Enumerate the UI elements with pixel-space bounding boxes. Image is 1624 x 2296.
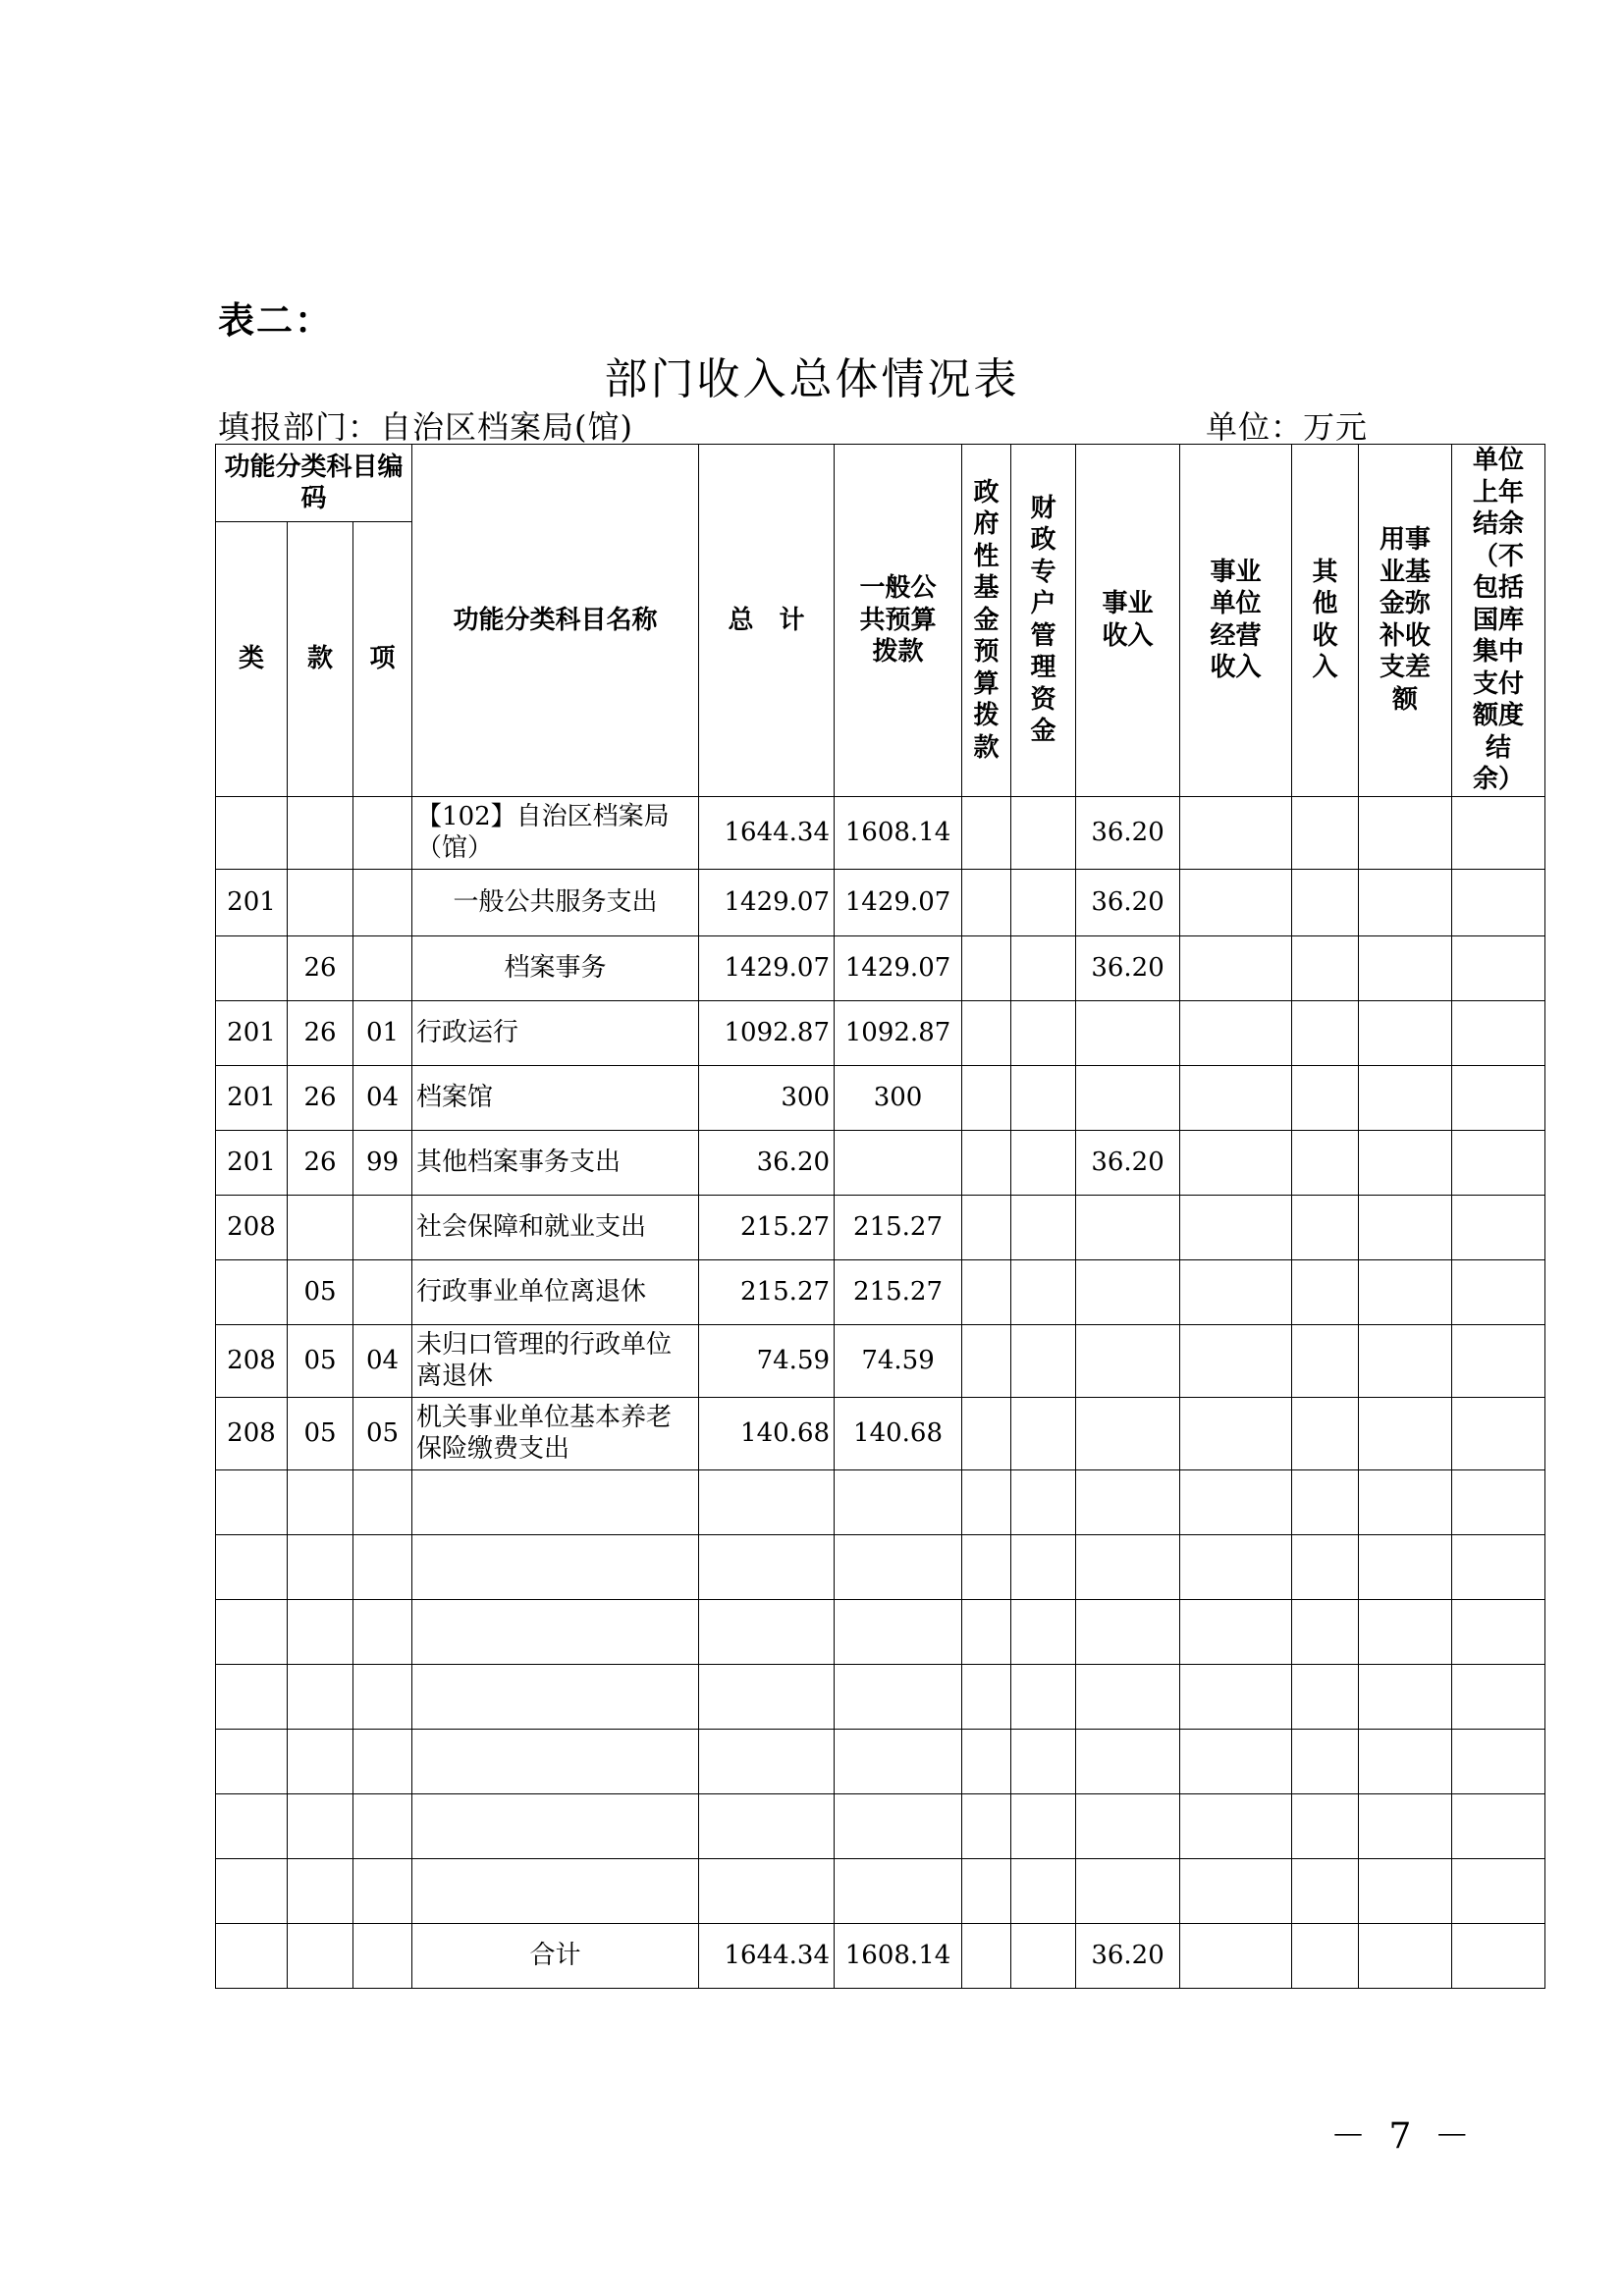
empty-cell — [353, 1534, 412, 1599]
cell-kuan — [288, 869, 353, 935]
empty-cell — [699, 1729, 835, 1793]
empty-cell — [699, 1469, 835, 1534]
cell-shiye-income — [1076, 1195, 1180, 1259]
empty-cell — [288, 1858, 353, 1923]
header-general-budget: 一般公共预算拨款 — [835, 445, 962, 797]
empty-cell — [1011, 1599, 1076, 1664]
empty-cell — [1076, 1793, 1180, 1858]
cell-general-budget: 215.27 — [835, 1259, 962, 1324]
cell-carryover — [1452, 1324, 1545, 1397]
cell-lei: 201 — [216, 1130, 288, 1195]
cell-special-account — [1011, 1259, 1076, 1324]
empty-cell — [1452, 1923, 1545, 1988]
cell-shiye-income — [1076, 1324, 1180, 1397]
empty-cell — [962, 1729, 1011, 1793]
empty-cell — [1292, 1793, 1359, 1858]
empty-cell — [412, 1729, 699, 1793]
cell-fund-cover — [1359, 1397, 1452, 1469]
cell-other-income — [1292, 935, 1359, 1000]
cell-operating-income — [1180, 869, 1292, 935]
cell-carryover — [1452, 1000, 1545, 1065]
empty-cell — [1292, 1858, 1359, 1923]
header-name: 功能分类科目名称 — [412, 445, 699, 797]
empty-cell — [412, 1534, 699, 1599]
cell-lei: 208 — [216, 1195, 288, 1259]
empty-cell — [699, 1793, 835, 1858]
table-row — [216, 1065, 1545, 1130]
empty-cell — [216, 1858, 288, 1923]
cell-other-income — [1292, 796, 1359, 869]
table-row — [216, 935, 1545, 1000]
empty-cell — [353, 1793, 412, 1858]
empty-cell — [1076, 1858, 1180, 1923]
cell-operating-income — [1180, 935, 1292, 1000]
cell-carryover — [1452, 1397, 1545, 1469]
empty-cell — [353, 1469, 412, 1534]
empty-cell — [962, 1793, 1011, 1858]
empty-cell — [1011, 1469, 1076, 1534]
empty-cell — [1359, 1469, 1452, 1534]
empty-row — [216, 1793, 1545, 1858]
empty-cell — [288, 1599, 353, 1664]
header-gov-fund: 政府性基金预算拨款 — [962, 445, 1011, 797]
cell-shiye-income — [1076, 1259, 1180, 1324]
empty-cell — [1452, 1793, 1545, 1858]
empty-cell — [412, 1469, 699, 1534]
cell-shiye-income — [1076, 1397, 1180, 1469]
cell-lei — [216, 796, 288, 869]
empty-cell — [1452, 1729, 1545, 1793]
cell-total: 36.20 — [699, 1130, 835, 1195]
cell-gov-fund — [962, 1065, 1011, 1130]
empty-cell — [412, 1599, 699, 1664]
empty-cell — [1359, 1729, 1452, 1793]
cell-name: 社会保障和就业支出 — [412, 1195, 699, 1259]
empty-cell — [835, 1729, 962, 1793]
table-row — [216, 1195, 1545, 1259]
empty-row — [216, 1729, 1545, 1793]
empty-row — [216, 1599, 1545, 1664]
cell-kuan — [288, 796, 353, 869]
cell-lei: 208 — [216, 1397, 288, 1469]
empty-cell — [216, 1793, 288, 1858]
cell-name: 行政事业单位离退休 — [412, 1259, 699, 1324]
table-row — [216, 869, 1545, 935]
empty-cell — [1076, 1534, 1180, 1599]
cell-fund-cover — [1359, 1130, 1452, 1195]
empty-row — [216, 1534, 1545, 1599]
empty-cell — [1359, 1923, 1452, 1988]
cell-xiang: 05 — [353, 1397, 412, 1469]
cell-kuan: 05 — [288, 1259, 353, 1324]
cell-kuan: 26 — [288, 1000, 353, 1065]
cell-carryover — [1452, 935, 1545, 1000]
page-title: 部门收入总体情况表 — [604, 354, 1020, 404]
cell-carryover — [1452, 796, 1545, 869]
cell-xiang: 04 — [353, 1065, 412, 1130]
cell-operating-income — [1180, 1000, 1292, 1065]
empty-cell — [1180, 1729, 1292, 1793]
empty-cell — [1180, 1469, 1292, 1534]
empty-cell — [1076, 1729, 1180, 1793]
cell-xiang — [353, 1195, 412, 1259]
cell-name: 其他档案事务支出 — [412, 1130, 699, 1195]
empty-cell — [353, 1664, 412, 1729]
cell-name: 档案事务 — [412, 935, 699, 1000]
empty-cell — [1292, 1664, 1359, 1729]
header-other-income: 其他收入 — [1292, 445, 1359, 797]
cell-total: 1092.87 — [699, 1000, 835, 1065]
empty-row — [216, 1664, 1545, 1729]
cell-fund-cover — [1359, 869, 1452, 935]
empty-cell — [1292, 1923, 1359, 1988]
empty-cell — [1076, 1664, 1180, 1729]
cell-xiang — [353, 935, 412, 1000]
cell-general-budget: 215.27 — [835, 1195, 962, 1259]
empty-cell — [1011, 1793, 1076, 1858]
cell-other-income — [1292, 1195, 1359, 1259]
cell-operating-income — [1180, 1065, 1292, 1130]
table-label: 表二： — [218, 298, 333, 342]
cell-total: 215.27 — [699, 1195, 835, 1259]
cell-kuan: 05 — [288, 1324, 353, 1397]
cell-shiye-income — [1076, 1000, 1180, 1065]
header-special-account: 财政专户管理资金 — [1011, 445, 1076, 797]
cell-gov-fund — [962, 1324, 1011, 1397]
empty-cell — [216, 1469, 288, 1534]
empty-cell — [1452, 1858, 1545, 1923]
empty-row — [216, 1469, 1545, 1534]
empty-cell — [835, 1664, 962, 1729]
cell-gov-fund — [962, 869, 1011, 935]
cell-total: 1644.34 — [699, 796, 835, 869]
cell-kuan: 26 — [288, 1130, 353, 1195]
total-row — [216, 1923, 1545, 1988]
cell-shiye-income: 36.20 — [1076, 796, 1180, 869]
cell-special-account — [1011, 796, 1076, 869]
cell-other-income — [1292, 1065, 1359, 1130]
empty-cell — [1180, 1858, 1292, 1923]
cell-name: 【102】自治区档案局（馆） — [412, 796, 699, 869]
cell-general-budget: 1608.14 — [835, 1923, 962, 1988]
cell-other-income — [1292, 1324, 1359, 1397]
cell-total: 300 — [699, 1065, 835, 1130]
cell-fund-cover — [1359, 1000, 1452, 1065]
cell-special-account — [1011, 1397, 1076, 1469]
cell-special-account — [1011, 1000, 1076, 1065]
empty-cell — [1452, 1534, 1545, 1599]
empty-cell — [216, 1599, 288, 1664]
cell-xiang — [353, 796, 412, 869]
cell-gov-fund — [962, 1923, 1011, 1988]
cell-carryover — [1452, 1065, 1545, 1130]
cell-other-income — [1292, 1130, 1359, 1195]
table-row — [216, 1000, 1545, 1065]
cell-total: 140.68 — [699, 1397, 835, 1469]
empty-cell — [1292, 1469, 1359, 1534]
empty-cell — [288, 1793, 353, 1858]
cell-gov-fund — [962, 935, 1011, 1000]
empty-cell — [962, 1599, 1011, 1664]
empty-cell — [962, 1664, 1011, 1729]
cell-shiye-income: 36.20 — [1076, 935, 1180, 1000]
empty-cell — [1359, 1534, 1452, 1599]
empty-cell — [962, 1469, 1011, 1534]
cell-fund-cover — [1359, 1324, 1452, 1397]
cell-name: 一般公共服务支出 — [412, 869, 699, 935]
cell-general-budget: 1429.07 — [835, 869, 962, 935]
cell-total: 1429.07 — [699, 869, 835, 935]
cell-operating-income — [1180, 1130, 1292, 1195]
empty-cell — [1292, 1599, 1359, 1664]
cell-lei — [216, 1259, 288, 1324]
cell-general-budget: 1429.07 — [835, 935, 962, 1000]
cell-carryover — [1452, 1130, 1545, 1195]
cell-other-income — [1292, 1000, 1359, 1065]
cell-general-budget: 140.68 — [835, 1397, 962, 1469]
empty-cell — [216, 1729, 288, 1793]
cell-general-budget: 1092.87 — [835, 1000, 962, 1065]
cell-fund-cover — [1359, 1065, 1452, 1130]
empty-cell — [216, 1664, 288, 1729]
cell-gov-fund — [962, 1259, 1011, 1324]
header-total: 总 计 — [699, 445, 835, 797]
empty-cell — [835, 1534, 962, 1599]
cell-general-budget — [835, 1130, 962, 1195]
empty-cell — [699, 1664, 835, 1729]
empty-cell — [835, 1469, 962, 1534]
cell-special-account — [1011, 1324, 1076, 1397]
header-lei: 类 — [216, 522, 288, 796]
cell-shiye-income: 36.20 — [1076, 1923, 1180, 1988]
cell-gov-fund — [962, 1397, 1011, 1469]
cell-total: 215.27 — [699, 1259, 835, 1324]
cell-name: 行政运行 — [412, 1000, 699, 1065]
table-row — [216, 1259, 1545, 1324]
cell-special-account — [1011, 1923, 1076, 1988]
header-fund-cover: 用事业基金弥补收支差额 — [1359, 445, 1452, 797]
cell-operating-income — [1180, 1324, 1292, 1397]
empty-cell — [835, 1793, 962, 1858]
cell-xiang — [353, 1923, 412, 1988]
cell-special-account — [1011, 1065, 1076, 1130]
cell-shiye-income: 36.20 — [1076, 1130, 1180, 1195]
cell-carryover — [1452, 1195, 1545, 1259]
page-number: － 7 － — [1330, 2116, 1476, 2157]
table-row — [216, 1397, 1545, 1469]
empty-cell — [962, 1534, 1011, 1599]
cell-lei: 201 — [216, 1065, 288, 1130]
cell-lei — [216, 935, 288, 1000]
empty-cell — [699, 1858, 835, 1923]
reporting-department: 填报部门：自治区档案局(馆) — [218, 408, 633, 446]
cell-lei — [216, 1923, 288, 1988]
cell-gov-fund — [962, 1130, 1011, 1195]
empty-cell — [1359, 1599, 1452, 1664]
empty-cell — [288, 1729, 353, 1793]
table-row — [216, 796, 1545, 869]
empty-cell — [1180, 1793, 1292, 1858]
header-code-group: 功能分类科目编码 — [216, 445, 412, 522]
cell-name: 机关事业单位基本养老保险缴费支出 — [412, 1397, 699, 1469]
empty-cell — [699, 1534, 835, 1599]
empty-cell — [1359, 1664, 1452, 1729]
cell-fund-cover — [1359, 1259, 1452, 1324]
table-row — [216, 1324, 1545, 1397]
cell-xiang: 01 — [353, 1000, 412, 1065]
cell-gov-fund — [962, 1195, 1011, 1259]
empty-cell — [1180, 1534, 1292, 1599]
cell-lei: 201 — [216, 1000, 288, 1065]
cell-fund-cover — [1359, 1195, 1452, 1259]
empty-cell — [288, 1469, 353, 1534]
cell-operating-income — [1180, 796, 1292, 869]
empty-cell — [1359, 1858, 1452, 1923]
empty-cell — [699, 1599, 835, 1664]
empty-cell — [1180, 1599, 1292, 1664]
empty-cell — [1452, 1664, 1545, 1729]
cell-kuan — [288, 1195, 353, 1259]
cell-other-income — [1292, 1259, 1359, 1324]
cell-kuan: 26 — [288, 935, 353, 1000]
empty-cell — [353, 1858, 412, 1923]
cell-total-label: 合计 — [412, 1923, 699, 1988]
empty-cell — [1011, 1664, 1076, 1729]
empty-cell — [1011, 1534, 1076, 1599]
cell-other-income — [1292, 869, 1359, 935]
empty-cell — [412, 1793, 699, 1858]
cell-carryover — [1452, 1259, 1545, 1324]
empty-cell — [353, 1729, 412, 1793]
cell-special-account — [1011, 1195, 1076, 1259]
empty-cell — [835, 1599, 962, 1664]
cell-general-budget: 300 — [835, 1065, 962, 1130]
table-row — [216, 1130, 1545, 1195]
empty-cell — [1452, 1469, 1545, 1534]
cell-shiye-income: 36.20 — [1076, 869, 1180, 935]
empty-cell — [288, 1664, 353, 1729]
cell-fund-cover — [1359, 796, 1452, 869]
revenue-table — [215, 444, 1545, 1989]
cell-xiang: 04 — [353, 1324, 412, 1397]
cell-fund-cover — [1359, 935, 1452, 1000]
cell-kuan: 26 — [288, 1065, 353, 1130]
empty-cell — [1180, 1664, 1292, 1729]
cell-name: 未归口管理的行政单位离退休 — [412, 1324, 699, 1397]
cell-shiye-income — [1076, 1065, 1180, 1130]
cell-special-account — [1011, 869, 1076, 935]
empty-cell — [1011, 1729, 1076, 1793]
empty-cell — [412, 1858, 699, 1923]
empty-cell — [1180, 1923, 1292, 1988]
empty-cell — [1076, 1469, 1180, 1534]
cell-total: 1644.34 — [699, 1923, 835, 1988]
cell-special-account — [1011, 1130, 1076, 1195]
header-shiye-income: 事业收入 — [1076, 445, 1180, 797]
cell-total: 1429.07 — [699, 935, 835, 1000]
cell-operating-income — [1180, 1259, 1292, 1324]
empty-cell — [1292, 1534, 1359, 1599]
cell-xiang — [353, 869, 412, 935]
empty-cell — [1359, 1793, 1452, 1858]
cell-operating-income — [1180, 1195, 1292, 1259]
empty-cell — [1452, 1599, 1545, 1664]
unit-label: 单位：万元 — [1206, 408, 1369, 446]
cell-name: 档案馆 — [412, 1065, 699, 1130]
empty-cell — [288, 1534, 353, 1599]
cell-general-budget: 1608.14 — [835, 796, 962, 869]
cell-gov-fund — [962, 1000, 1011, 1065]
cell-lei: 201 — [216, 869, 288, 935]
empty-cell — [835, 1858, 962, 1923]
empty-cell — [353, 1599, 412, 1664]
cell-operating-income — [1180, 1397, 1292, 1469]
cell-general-budget: 74.59 — [835, 1324, 962, 1397]
cell-xiang: 99 — [353, 1130, 412, 1195]
cell-total: 74.59 — [699, 1324, 835, 1397]
cell-lei: 208 — [216, 1324, 288, 1397]
empty-cell — [1011, 1858, 1076, 1923]
empty-cell — [216, 1534, 288, 1599]
header-xiang: 项 — [353, 522, 412, 796]
empty-row — [216, 1858, 1545, 1923]
empty-cell — [1292, 1729, 1359, 1793]
empty-cell — [412, 1664, 699, 1729]
cell-other-income — [1292, 1397, 1359, 1469]
header-operating-income: 事业单位经营收入 — [1180, 445, 1292, 797]
cell-carryover — [1452, 869, 1545, 935]
header-carryover: 单位上年结余（不包括国库集中支付额度结余） — [1452, 445, 1545, 797]
cell-xiang — [353, 1259, 412, 1324]
cell-kuan: 05 — [288, 1397, 353, 1469]
cell-special-account — [1011, 935, 1076, 1000]
cell-kuan — [288, 1923, 353, 1988]
empty-cell — [962, 1858, 1011, 1923]
empty-cell — [1076, 1599, 1180, 1664]
cell-gov-fund — [962, 796, 1011, 869]
header-kuan: 款 — [288, 522, 353, 796]
